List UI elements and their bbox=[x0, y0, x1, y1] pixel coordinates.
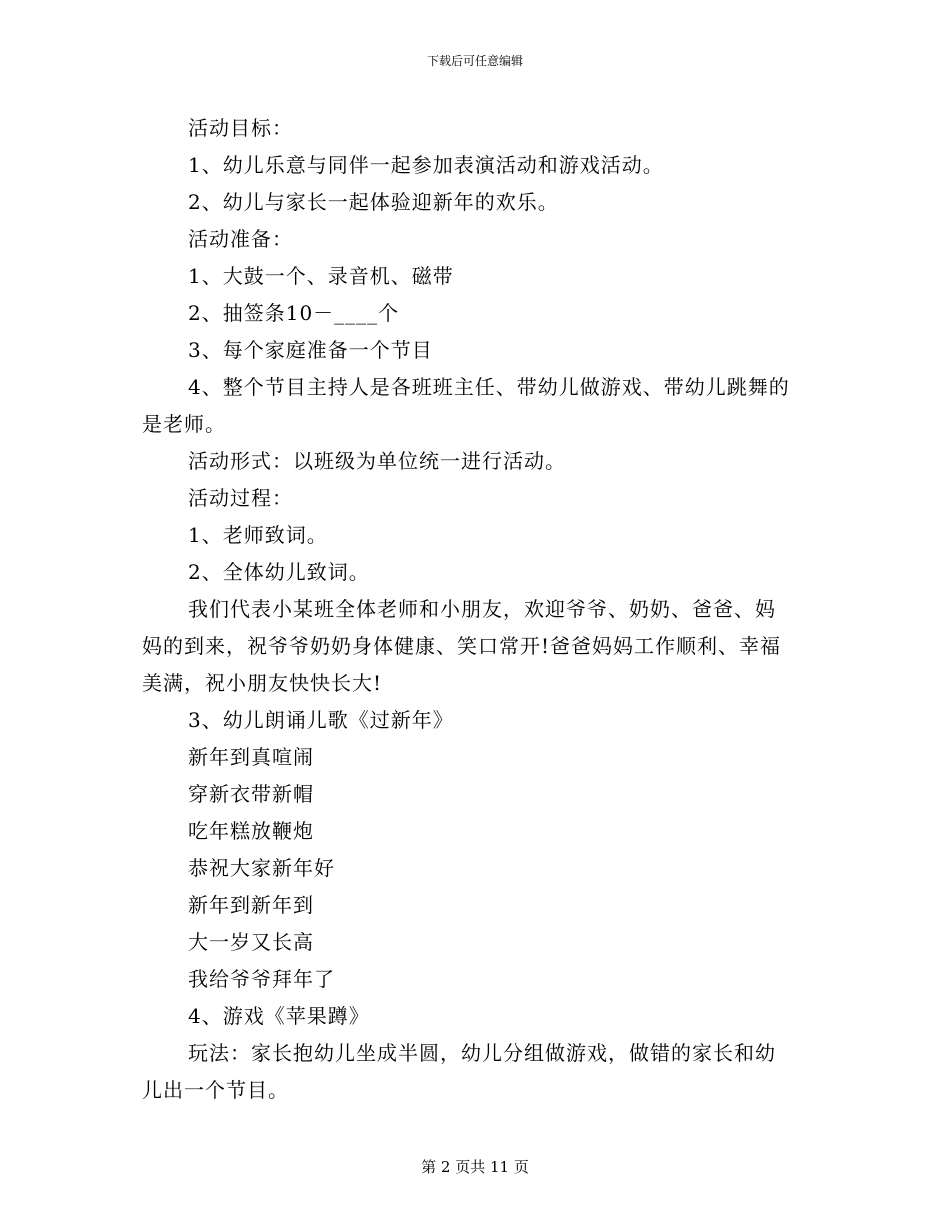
paragraph-line: 玩法：家长抱幼儿坐成半圆，幼儿分组做游戏，做错的家长和幼 bbox=[188, 1041, 776, 1065]
paragraph-line: 吃年糕放鞭炮 bbox=[188, 819, 314, 843]
paragraph-line: 恭祝大家新年好 bbox=[188, 856, 335, 880]
paragraph-line: 我们代表小某班全体老师和小朋友，欢迎爷爷、奶奶、爸爸、妈 bbox=[188, 597, 776, 621]
page-header: 下载后可任意编辑 bbox=[426, 54, 523, 68]
paragraph-line: 1、大鼓一个、录音机、磁带 bbox=[188, 264, 454, 288]
paragraph-line: 是老师。 bbox=[142, 412, 226, 436]
paragraph-line: 新年到真喧闹 bbox=[188, 745, 314, 769]
paragraph-line: 3、幼儿朗诵儿歌《过新年》 bbox=[188, 708, 454, 732]
page-footer: 第 2 页共 11 页 bbox=[421, 1158, 529, 1176]
paragraph-line: 4、游戏《苹果蹲》 bbox=[188, 1004, 370, 1028]
paragraph-line: 4、整个节目主持人是各班班主任、带幼儿做游戏、带幼儿跳舞的 bbox=[188, 375, 790, 399]
paragraph-line: 活动过程： bbox=[188, 486, 293, 510]
document-body bbox=[142, 110, 812, 1109]
paragraph-line: 大一岁又长高 bbox=[188, 930, 314, 954]
paragraph-line: 1、幼儿乐意与同伴一起参加表演活动和游戏活动。 bbox=[188, 153, 664, 177]
paragraph-line: 活动形式：以班级为单位统一进行活动。 bbox=[188, 449, 566, 473]
paragraph-line: 2、幼儿与家长一起体验迎新年的欢乐。 bbox=[188, 190, 559, 214]
paragraph-line: 美满，祝小朋友快快长大! bbox=[142, 671, 383, 695]
paragraph-line: 我给爷爷拜年了 bbox=[188, 967, 335, 991]
paragraph-line: 穿新衣带新帽 bbox=[188, 782, 314, 806]
paragraph-line: 2、抽签条10－____个 bbox=[188, 301, 400, 325]
paragraph-line: 儿出一个节目。 bbox=[142, 1078, 289, 1102]
paragraph-line: 新年到新年到 bbox=[188, 893, 314, 917]
paragraph-line: 妈的到来，祝爷爷奶奶身体健康、笑口常开!爸爸妈妈工作顺利、幸福 bbox=[142, 634, 782, 658]
paragraph-line: 2、全体幼儿致词。 bbox=[188, 560, 370, 584]
paragraph-line: 活动准备： bbox=[188, 227, 293, 251]
paragraph-line: 活动目标： bbox=[188, 116, 293, 140]
paragraph-line: 1、老师致词。 bbox=[188, 523, 328, 547]
paragraph-line: 3、每个家庭准备一个节目 bbox=[188, 338, 433, 362]
